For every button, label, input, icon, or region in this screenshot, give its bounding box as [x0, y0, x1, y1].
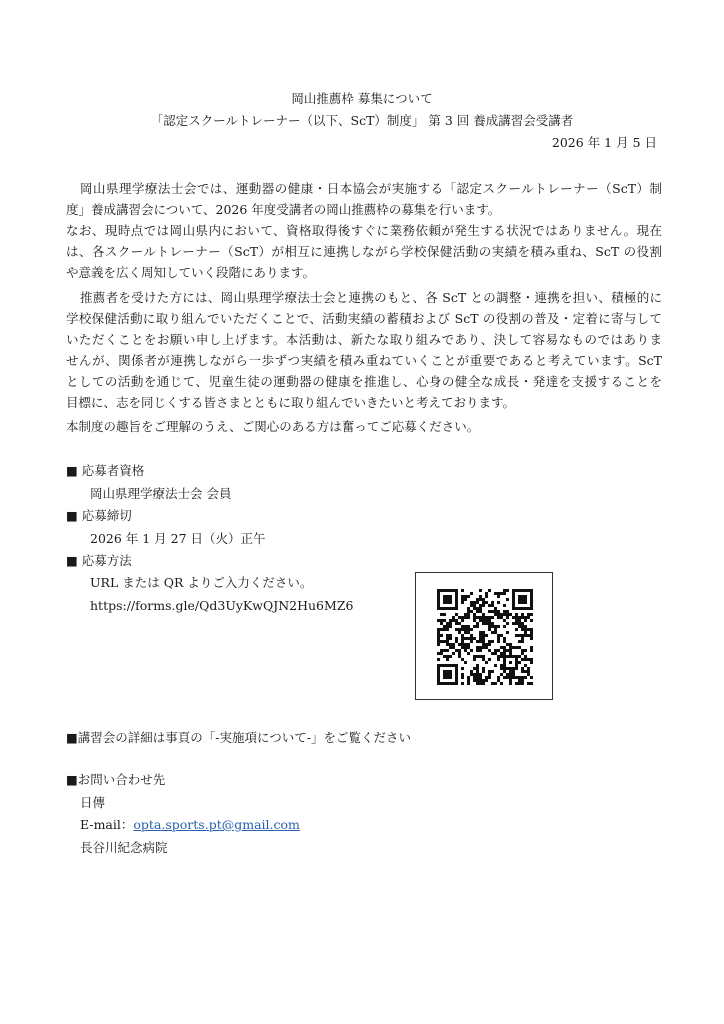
method-heading: ■ 応募方法 — [66, 553, 132, 568]
paragraph-line: 本制度の趣旨をご理解のうえ、ご関心のある方は奮ってご応募ください。 — [66, 419, 480, 434]
method-text: URL または QR よりご入力ください。 — [90, 575, 313, 590]
details-note: ■講習会の詳細は事頁の「‐実施項について‐」をご覧ください — [66, 730, 412, 745]
title-line-2: 「認定スクールトレーナー（以下、ScT）制度」 第 3 回 養成講習会受講者 — [150, 113, 574, 128]
contact-email-row — [80, 817, 300, 833]
deadline-value: 2026 年 1 月 27 日（火）正午 — [90, 531, 266, 546]
paragraph-line: 推薦者を受けた方には、岡山県理学療法士会と連携のもと、各 ScT との調整・連携を担い、積極的に — [80, 290, 662, 305]
paragraph-line: 目標に、志を同じくする皆さまとともに取り組んでいきたいと考えております。 — [66, 395, 516, 410]
qr-code-frame — [415, 572, 553, 700]
eligibility-value: 岡山県理学療法士会 会員 — [90, 486, 232, 501]
contact-email-label: E-mail： — [80, 817, 134, 832]
paragraph-line: は、各スクールトレーナー（ScT）が相互に連携しながら学校保健活動の実績を積み重ね、ScT の役割 — [66, 244, 662, 259]
eligibility-heading: ■ 応募者資格 — [66, 463, 145, 478]
paragraph-line: や意義を広く周知していく段階にあります。 — [66, 265, 316, 280]
deadline-heading: ■ 応募締切 — [66, 508, 132, 523]
title-line-1: 岡山推薦枠 募集について — [291, 91, 433, 106]
paragraph-line: としての活動を通じて、児童生徒の運動器の健康を推進し、心身の健全な成長・発達を支援することを — [66, 374, 662, 389]
contact-org: 長谷川紀念病院 — [80, 840, 168, 855]
paragraph-line: 岡山県理学療法士会では、運動器の健康・日本協会が実施する「認定スクールトレーナー（ScT）制 — [80, 181, 662, 196]
paragraph-line: せんが、関係者が連携しながら一歩ずつ実績を積み重ねていくことが重要であると考えています。ScT — [66, 353, 662, 368]
form-url-link[interactable]: https://forms.gle/Qd3UyKwQJN2Hu6MZ6 — [90, 598, 354, 613]
paragraph-line: 学校保健活動に取り組んでいただくことで、活動実績の蓄積および ScT の役割の普及・定着に寄与して — [66, 311, 662, 326]
qr-code-icon[interactable] — [437, 589, 533, 685]
paragraph-line: なお、現時点では岡山県内において、資格取得後すぐに業務依頼が発生する状況ではありません。現在 — [66, 223, 662, 238]
paragraph-line: 度」養成講習会について、2026 年度受講者の岡山推薦枠の募集を行います。 — [66, 202, 501, 217]
contact-name: 日傳 — [80, 795, 106, 810]
document-date: 2026 年 1 月 5 日 — [551, 135, 657, 150]
contact-heading: ■お問い合わせ先 — [66, 772, 166, 787]
paragraph-line: いただくことをお願い申し上げます。本活動は、新たな取り組みであり、決して容易なものではありま — [66, 332, 662, 347]
contact-email-link[interactable]: opta.sports.pt@gmail.com — [133, 817, 300, 832]
